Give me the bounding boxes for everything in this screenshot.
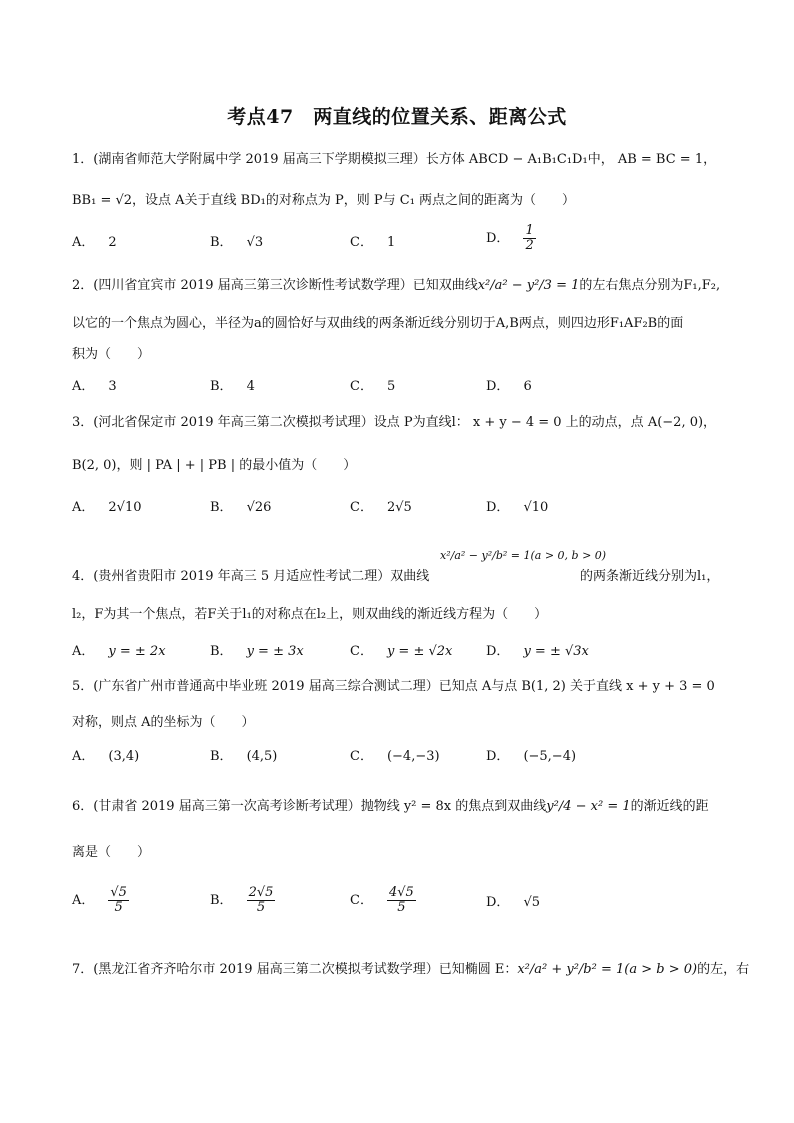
hyperbola-equation: x²/a² − y²/3 = 1 bbox=[477, 278, 580, 293]
option-d[interactable]: D． √10 bbox=[486, 500, 549, 515]
question-2-text-line-3: 积为（ ） bbox=[72, 347, 151, 362]
option-b[interactable]: B． √26 bbox=[210, 500, 272, 515]
question-5-text-line-2: 对称，则点 A的坐标为（ ） bbox=[72, 715, 255, 730]
question-1-text-line-1: 1．(湖南省师范大学附属中学 2019 届高三下学期模拟三理）长方体 ABCD − A₁B₁C₁D₁中， AB = BC = 1， bbox=[72, 152, 717, 167]
option-d[interactable]: D． √5 bbox=[486, 895, 540, 910]
question-6-options bbox=[72, 886, 722, 926]
question-4-options bbox=[72, 641, 722, 663]
option-a[interactable]: A． 3 bbox=[72, 379, 117, 394]
hyperbola-equation: x²/a² − y²/b² = 1(a > 0, b > 0) bbox=[440, 549, 607, 562]
option-d[interactable]: D． y = ± √3x bbox=[486, 644, 589, 659]
option-c[interactable]: C． 1 bbox=[350, 235, 396, 250]
question-3-options bbox=[72, 497, 722, 519]
option-d[interactable]: D． (−5,−4) bbox=[486, 749, 577, 764]
question-5-text-line-1: 5．(广东省广州市普通高中毕业班 2019 届高三综合测试二理）已知点 A与点 B(1, 2) 关于直线 x + y + 3 = 0 bbox=[72, 679, 715, 694]
option-c[interactable]: C． $\frac{4√5}{5}$ bbox=[350, 885, 414, 915]
question-5-options bbox=[72, 746, 722, 768]
question-2-text-line-1: 2．(四川省宜宾市 2019 届高三第三次诊断性考试数学理）已知双曲线x²/a² − y²/3 = 1的左右焦点分别为F₁,F₂, bbox=[72, 278, 721, 293]
question-4-text-line-1: 4．(贵州省贵阳市 2019 年高三 5 月适应性考试二理）双曲线 的两条渐近线分别为l₁， bbox=[72, 569, 720, 584]
question-3-text-line-2: B(2, 0)，则 | PA | + | PB | 的最小值为（ ） bbox=[72, 458, 357, 473]
option-b[interactable]: B． √3 bbox=[210, 235, 264, 250]
option-a[interactable]: A． 2 bbox=[72, 235, 117, 250]
option-d[interactable]: D． $\frac{1}{2}$ bbox=[486, 223, 534, 253]
fraction: $\frac{4√5}{5}$ bbox=[388, 885, 414, 915]
option-a[interactable]: A． (3,4) bbox=[72, 749, 140, 764]
ellipse-equation: x²/a² + y²/b² = 1(a > b > 0) bbox=[517, 962, 698, 977]
question-1-options bbox=[72, 223, 722, 254]
question-3-text-line-1: 3．(河北省保定市 2019 年高三第二次模拟考试理）设点 P为直线l： x + y − 4 = 0 上的动点，点 A(−2, 0)， bbox=[72, 415, 717, 430]
option-a[interactable]: A． $\frac{√5}{5}$ bbox=[72, 885, 127, 915]
question-2-options bbox=[72, 376, 722, 398]
option-a[interactable]: A． y = ± 2x bbox=[72, 644, 166, 659]
question-2-text-line-2: 以它的一个焦点为圆心，半径为a的圆恰好与双曲线的两条渐近线分别切于A,B两点，则四边形F₁AF₂B的面 bbox=[72, 316, 684, 331]
hyperbola-equation: y²/4 − x² = 1 bbox=[546, 799, 631, 814]
option-c[interactable]: C． 5 bbox=[350, 379, 396, 394]
page-title: 考点47 两直线的位置关系、距离公式 bbox=[227, 106, 567, 128]
option-a[interactable]: A． 2√10 bbox=[72, 500, 142, 515]
option-b[interactable]: B． (4,5) bbox=[210, 749, 278, 764]
option-c[interactable]: C． (−4,−3) bbox=[350, 749, 440, 764]
question-7-text-line-1: 7．(黑龙江省齐齐哈尔市 2019 届高三第二次模拟考试数学理）已知椭圆 E：x²/a² + y²/b² = 1(a > b > 0)的左，右 bbox=[72, 962, 750, 977]
option-c[interactable]: C． 2√5 bbox=[350, 500, 412, 515]
fraction: $\frac{2√5}{5}$ bbox=[248, 885, 274, 915]
option-b[interactable]: B． $\frac{2√5}{5}$ bbox=[210, 885, 274, 915]
question-4-text-line-2: l₂，F为其一个焦点，若F关于l₁的对称点在l₂上，则双曲线的渐近线方程为（ ） bbox=[72, 607, 548, 622]
question-1-text-line-2: BB₁ = √2，设点 A关于直线 BD₁的对称点为 P，则 P与 C₁ 两点之间的距离为（ ） bbox=[72, 193, 576, 208]
question-6-text-line-1: 6．(甘肃省 2019 届高三第一次高考诊断考试理）抛物线 y² = 8x 的焦点到双曲线y²/4 − x² = 1的渐近线的距 bbox=[72, 799, 709, 814]
option-c[interactable]: C． y = ± √2x bbox=[350, 644, 453, 659]
option-b[interactable]: B． y = ± 3x bbox=[210, 644, 304, 659]
fraction: $\frac{√5}{5}$ bbox=[110, 885, 127, 915]
option-b[interactable]: B． 4 bbox=[210, 379, 255, 394]
option-d[interactable]: D． 6 bbox=[486, 379, 532, 394]
question-6-text-line-2: 离是（ ） bbox=[72, 845, 151, 860]
fraction: $\frac{1}{2}$ bbox=[525, 223, 534, 253]
